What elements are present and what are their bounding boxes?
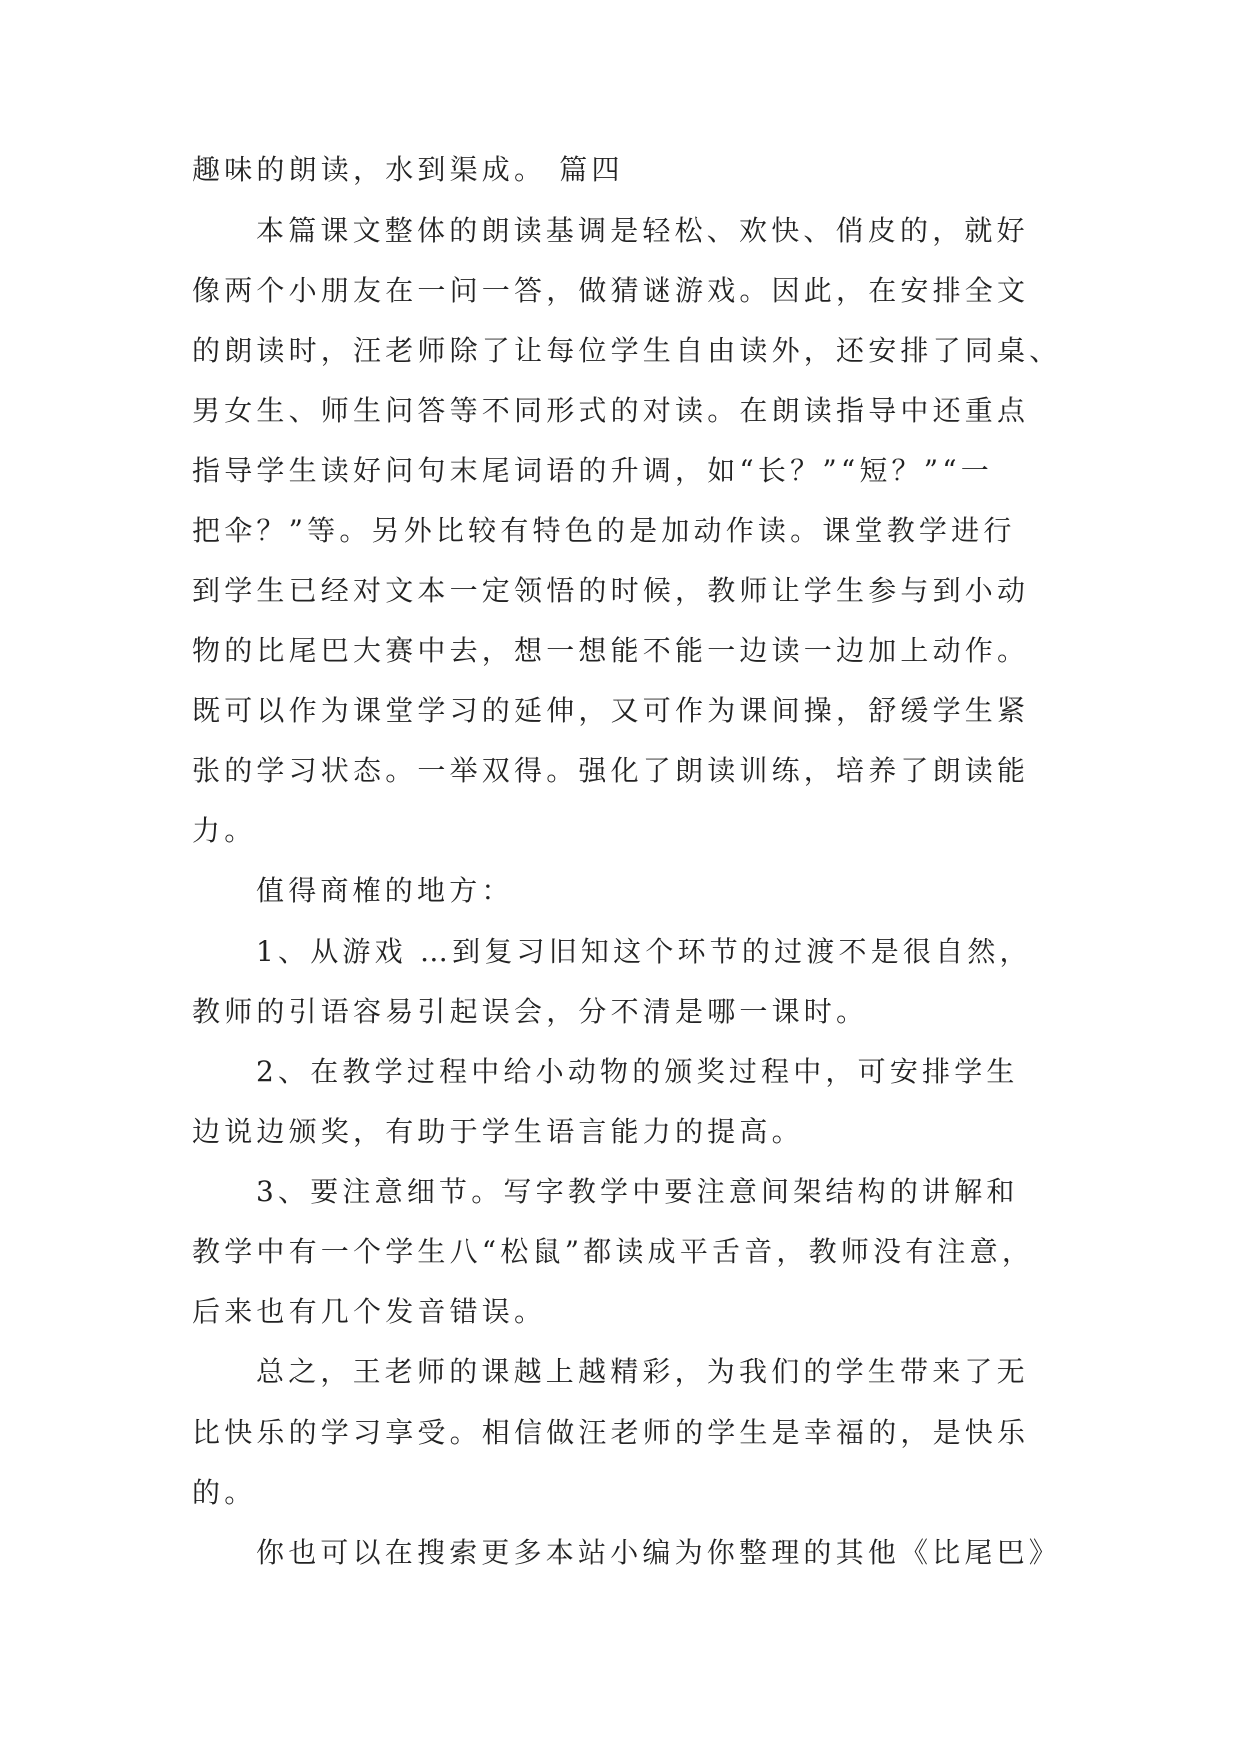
section-heading: 值得商榷的地方： bbox=[256, 874, 514, 907]
text-line: 的。 bbox=[192, 1476, 257, 1509]
text-line: 张的学习状态。一举双得。强化了朗读训练，培养了朗读能 bbox=[192, 754, 1030, 787]
text-line: 到学生已经对文本一定领悟的时候，教师让学生参与到小动 bbox=[192, 574, 1030, 607]
text-line: 力。 bbox=[192, 814, 257, 847]
text-line: 像两个小朋友在一问一答，做猜谜游戏。因此，在安排全文 bbox=[192, 274, 1030, 307]
list-item: 3、要注意细节。写字教学中要注意间架结构的讲解和 bbox=[256, 1175, 1019, 1208]
text-line: 教学中有一个学生八“松鼠”都读成平舌音，教师没有注意， bbox=[192, 1235, 1035, 1268]
text-line: 比快乐的学习享受。相信做汪老师的学生是幸福的，是快乐 bbox=[192, 1416, 1030, 1449]
paragraph-start: 总之，王老师的课越上越精彩，为我们的学生带来了无 bbox=[256, 1355, 1029, 1388]
text-line: 教师的引语容易引起误会，分不清是哪一课时。 bbox=[192, 995, 869, 1028]
text-line: 把伞？”等。另外比较有特色的是加动作读。课堂教学进行 bbox=[192, 514, 1016, 547]
text-line: 既可以作为课堂学习的延伸，又可作为课间操，舒缓学生紧 bbox=[192, 694, 1030, 727]
list-item: 1、从游戏 …到复习旧知这个环节的过渡不是很自然， bbox=[256, 935, 1032, 968]
list-item: 2、在教学过程中给小动物的颁奖过程中，可安排学生 bbox=[256, 1055, 1019, 1088]
paragraph-start: 你也可以在搜索更多本站小编为你整理的其他《比尾巴》 bbox=[256, 1536, 1062, 1569]
text-line: 边说边颁奖，有助于学生语言能力的提高。 bbox=[192, 1115, 804, 1148]
text-line: 物的比尾巴大赛中去，想一想能不能一边读一边加上动作。 bbox=[192, 634, 1030, 667]
paragraph-start: 本篇课文整体的朗读基调是轻松、欢快、俏皮的，就好 bbox=[256, 214, 1029, 247]
text-line: 男女生、师生问答等不同形式的对读。在朗读指导中还重点 bbox=[192, 394, 1030, 427]
text-line: 后来也有几个发音错误。 bbox=[192, 1295, 547, 1328]
text-line: 指导学生读好问句末尾词语的升调，如“长？”“短？”“一 bbox=[192, 454, 993, 487]
text-line: 趣味的朗读，水到渠成。 篇四 bbox=[192, 153, 624, 186]
text-line: 的朗读时，汪老师除了让每位学生自由读外，还安排了同桌、 bbox=[192, 334, 1062, 367]
